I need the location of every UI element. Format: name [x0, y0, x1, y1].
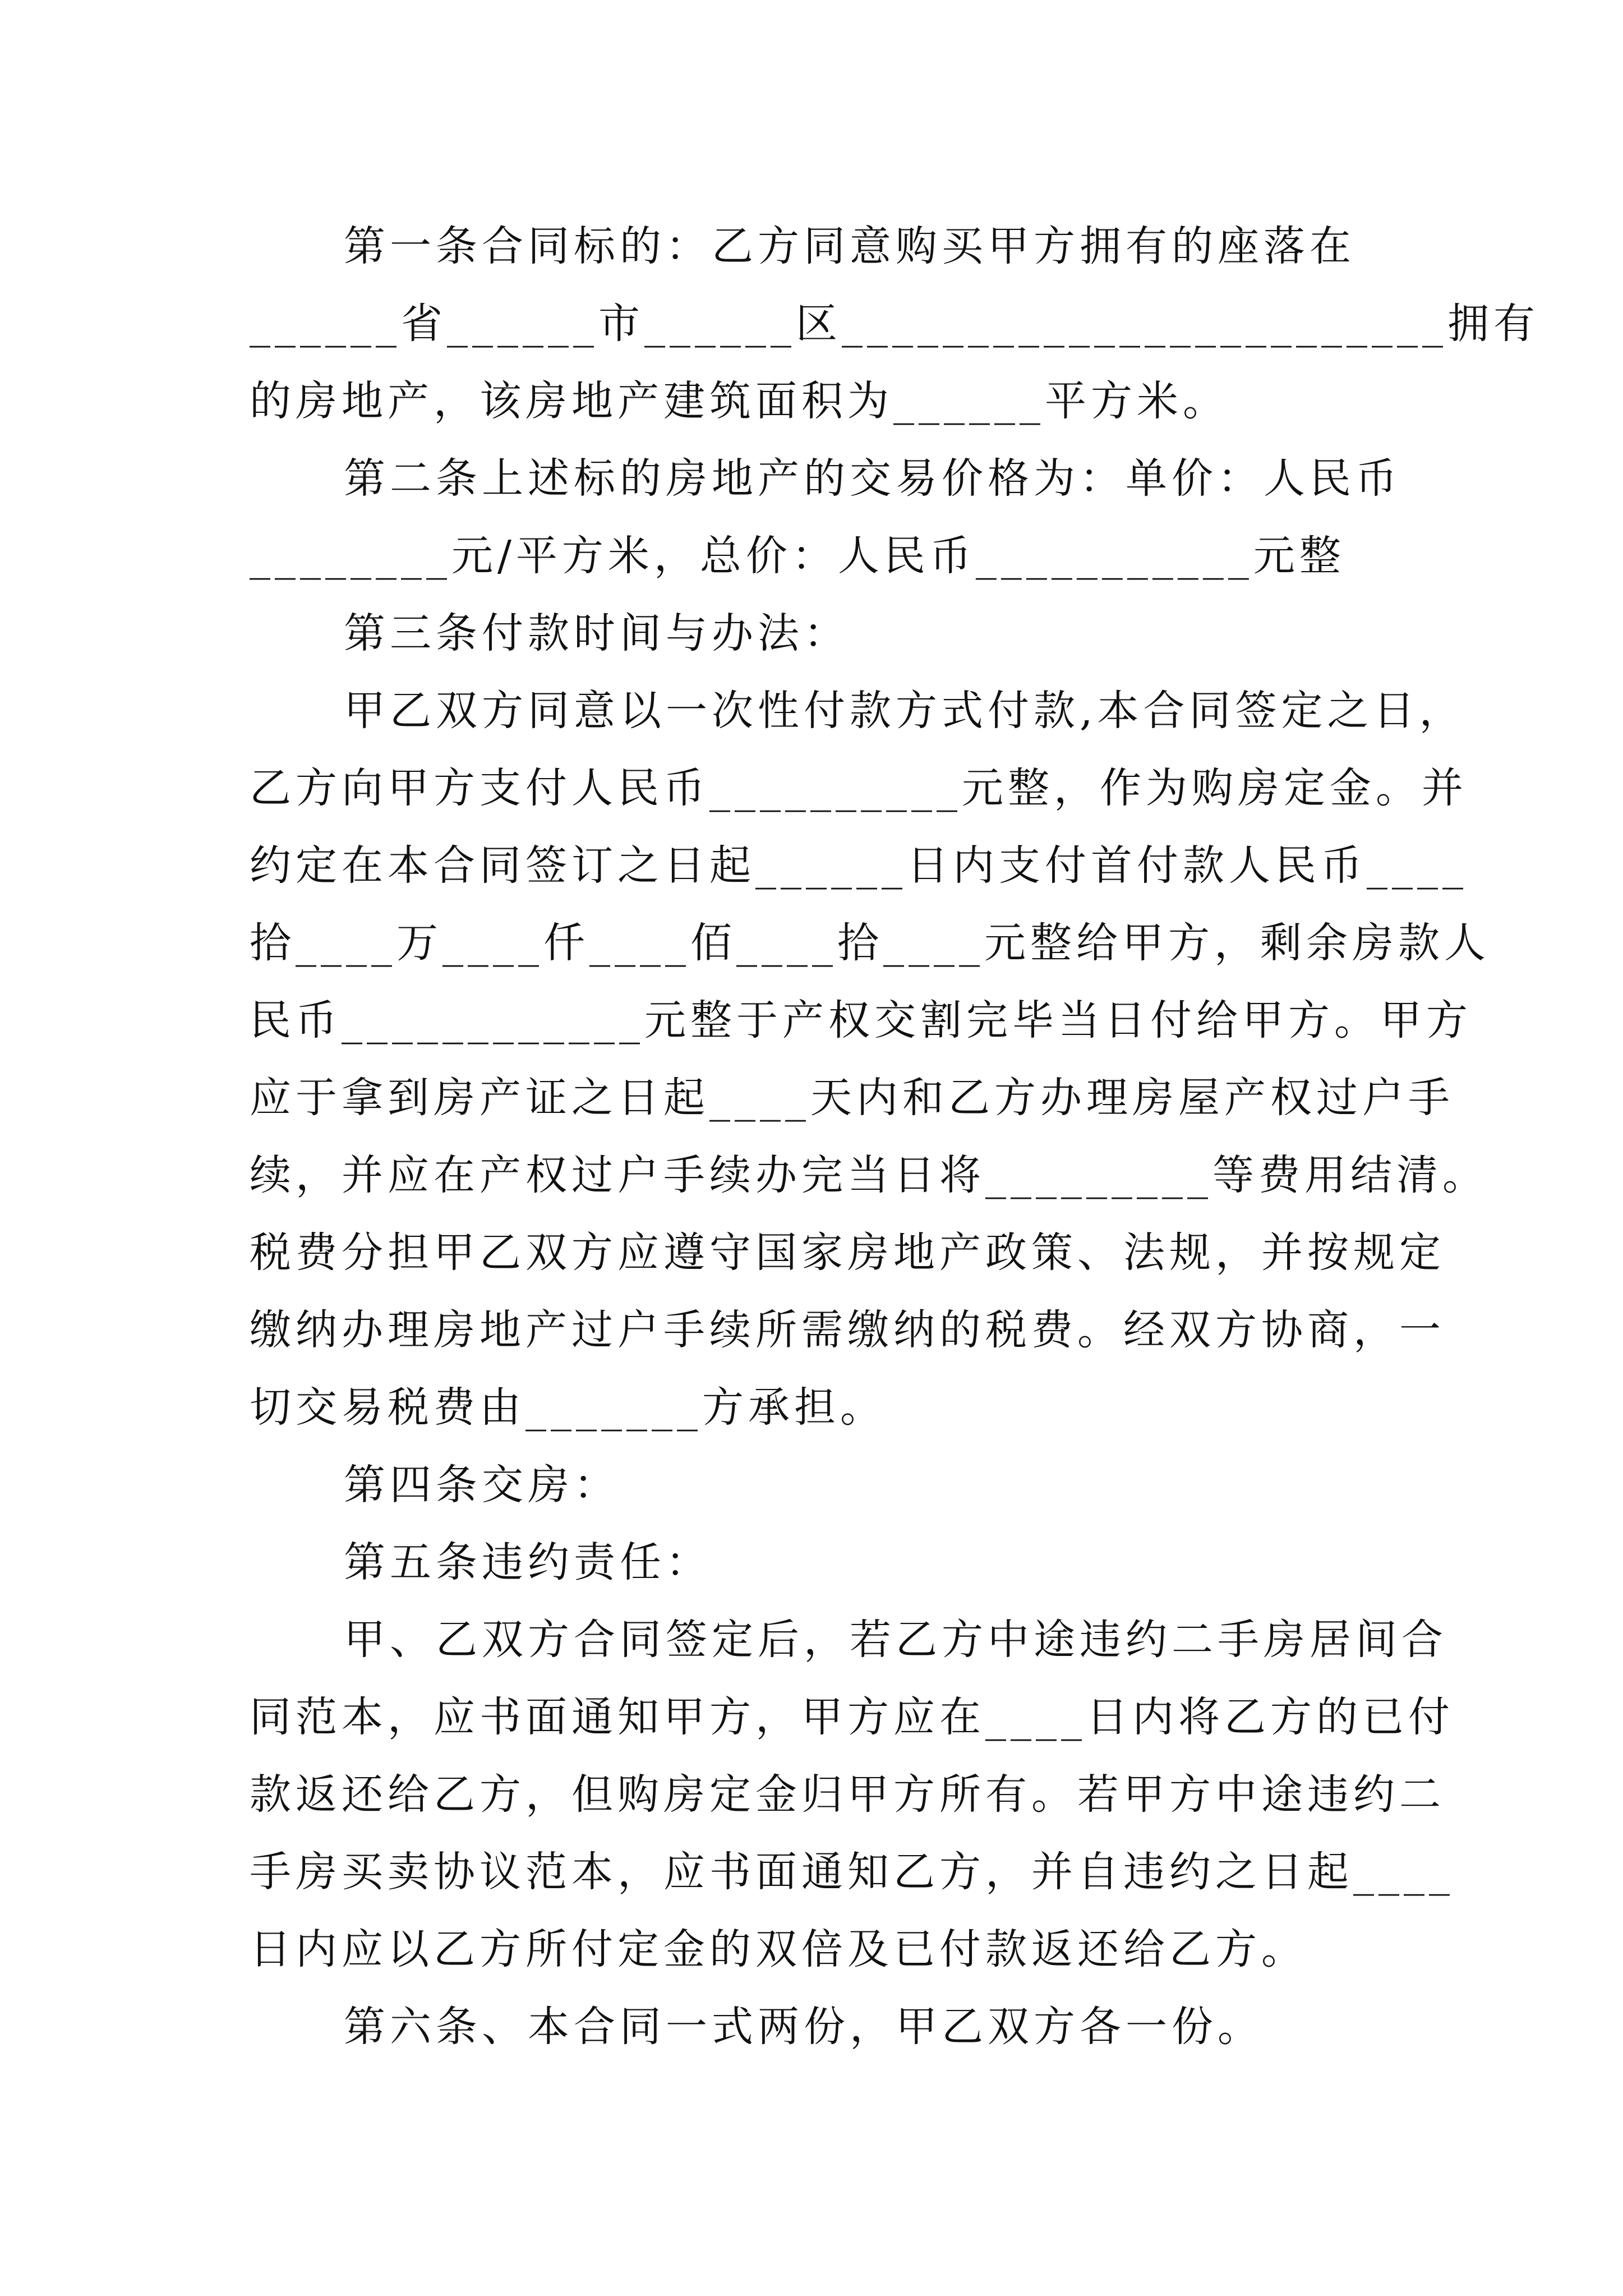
- article-1-line-1: 第一条合同标的：乙方同意购买甲方拥有的座落在: [344, 222, 1355, 270]
- article-3-line-7: 续，并应在产权过户手续办完当日将_________等费用结清。: [250, 1151, 1488, 1199]
- article-5-heading: 第五条违约责任：: [344, 1538, 712, 1586]
- article-5-line-3: 款返还给乙方，但购房定金归甲方所有。若甲方中途违约二: [250, 1770, 1445, 1819]
- article-3-line-10: 切交易税费由_______方承担。: [250, 1383, 886, 1432]
- article-3-heading: 第三条付款时间与办法：: [344, 609, 850, 657]
- article-3-line-8: 税费分担甲乙双方应遵守国家房地产政策、法规，并按规定: [250, 1228, 1445, 1277]
- contract-text: [250, 208, 1539, 2065]
- article-1-line-3: 的房地产，该房地产建筑面积为______平方米。: [250, 377, 1229, 425]
- article-3-line-3: 约定在本合同签订之日起______日内支付首付款人民币____: [250, 841, 1468, 890]
- article-3-line-2: 乙方向甲方支付人民币__________元整，作为购房定金。并: [250, 764, 1468, 812]
- article-5-line-4: 手房买卖协议范本，应书面通知乙方，并自违约之日起____: [250, 1848, 1454, 1896]
- article-6-line-1: 第六条、本合同一式两份，甲乙双方各一份。: [344, 2003, 1264, 2051]
- article-2-line-1: 第二条上述标的房地产的交易价格为：单价：人民币: [344, 454, 1401, 503]
- article-3-line-4: 拾____万____仟____佰____拾____元整给甲方，剩余房款人: [250, 919, 1490, 967]
- article-2-line-2: ________元/平方米，总价：人民币___________元整: [250, 532, 1345, 580]
- article-5-line-5: 日内应以乙方所付定金的双倍及已付款返还给乙方。: [250, 1925, 1307, 1973]
- article-3-line-9: 缴纳办理房地产过户手续所需缴纳的税费。经双方协商，一: [250, 1306, 1445, 1354]
- article-5-line-1: 甲、乙双方合同签定后，若乙方中途违约二手房居间合: [344, 1616, 1447, 1664]
- article-3-line-5: 民币____________元整于产权交割完毕当日付给甲方。甲方: [250, 996, 1472, 1045]
- article-4-heading: 第四条交房：: [344, 1461, 620, 1509]
- article-5-line-2: 同范本，应书面通知甲方，甲方应在____日内将乙方的已付: [250, 1693, 1454, 1741]
- article-3-line-1: 甲乙双方同意以一次性付款方式付款,本合同签定之日，: [344, 687, 1465, 735]
- article-3-line-6: 应于拿到房产证之日起____天内和乙方办理房屋产权过户手: [250, 1074, 1454, 1122]
- article-1-line-2: ______省______市______区________________________拥有: [250, 300, 1539, 348]
